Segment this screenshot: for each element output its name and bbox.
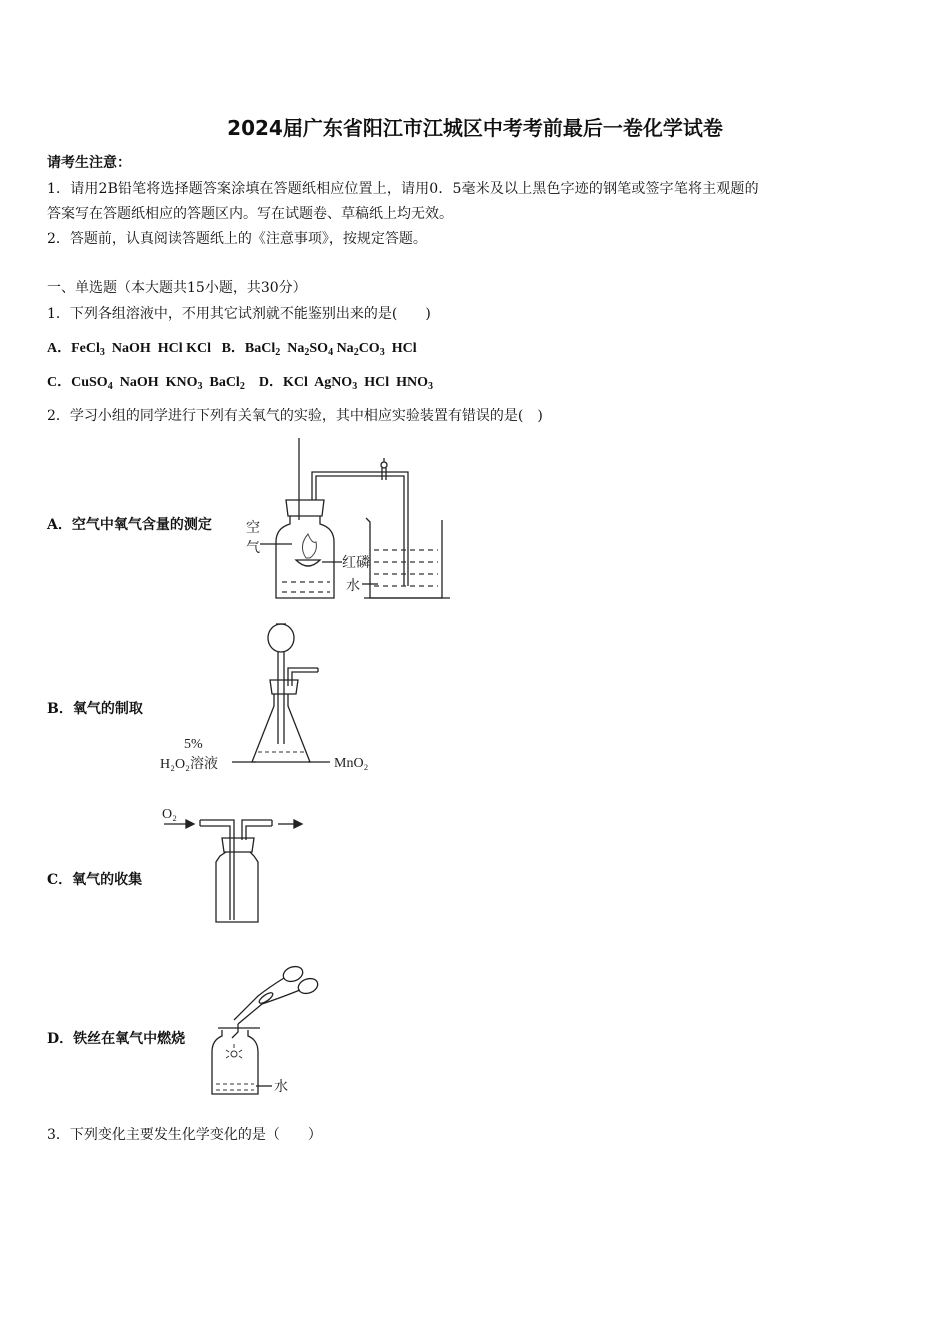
formula: HCl [391,341,417,356]
q1-option-d[interactable] [259,375,433,390]
apparatus-a-diagram [238,438,458,608]
formula: CO [358,341,380,356]
notice-item-1-line-1: 1．请用2B铅笔将选择题答案涂填在答题纸相应位置上，请用0．5毫米及以上黑色字迹的钢笔或签字笔将主观题的 [47,181,759,197]
q1-option-d-label: D． [258,375,283,390]
apparatus-d-diagram [200,958,340,1108]
label-5-percent: 5% [184,737,203,752]
label-water: 水 [274,1079,288,1095]
formula: NaOH [111,341,151,356]
q1-option-b[interactable] [222,341,417,356]
subscript: 2 [304,347,310,358]
q2-stem: 2．学习小组的同学进行下列有关氧气的实验，其中相应实验装置有错误的是( ) [47,408,543,424]
q1-options-row-2 [47,371,433,391]
subscript: 3 [352,381,358,392]
formula: BaCl [209,375,240,390]
formula: Na [336,341,354,356]
label-h2o2: H₂O₂溶液 [160,757,218,772]
subscript: 4 [107,381,113,392]
subscript: 2 [275,347,281,358]
notice-item-2: 2．答题前，认真阅读答题纸上的《注意事项》，按规定答题。 [47,231,427,247]
formula: HNO [396,375,428,390]
formula: SO [309,341,329,356]
formula: BaCl [244,341,276,356]
subscript: 4 [328,347,334,358]
formula: AgNO [314,375,353,390]
label-mno2: MnO₂ [334,756,369,771]
formula: KCl [186,341,212,356]
notice-item-1-line-2: 答案写在答题纸相应的答题区内。写在试题卷、草稿纸上均无效。 [47,206,453,222]
page-title: 2024届广东省阳江市江城区中考考前最后一卷化学试卷 [227,116,723,140]
subscript: 3 [427,381,433,392]
section-heading: 一、单选题（本大题共15小题，共30分） [47,280,307,296]
q2-option-a[interactable]: A．空气中氧气含量的测定 [47,517,212,533]
apparatus-b-diagram [160,620,390,780]
formula: Na [287,341,305,356]
q3-stem: 3．下列变化主要发生化学变化的是（ ） [47,1127,322,1143]
q1-stem: 1．下列各组溶液中，不用其它试剂就不能鉴别出来的是( ) [47,306,431,322]
q1-options-row-1 [47,337,417,357]
label-red-phosphorus: 红磷 [342,555,370,571]
label-water: 水 [346,578,360,594]
label-air-2: 气 [246,540,260,556]
q1-option-c[interactable] [47,375,245,390]
label-o2: O₂ [162,807,177,822]
formula: CuSO [71,375,108,390]
formula: KNO [165,375,198,390]
formula: KCl [282,375,308,390]
q1-option-a-label: A． [47,341,72,356]
formula: NaOH [119,375,159,390]
apparatus-c-diagram [160,800,310,930]
subscript: 3 [379,347,385,358]
formula: HCl [364,375,390,390]
subscript: 3 [197,381,203,392]
q2-option-c[interactable]: C．氧气的收集 [47,872,143,888]
formula: HCl [157,341,183,356]
q1-option-a[interactable] [47,341,211,356]
q1-option-c-label: C． [47,375,72,390]
subscript: 3 [99,347,105,358]
notice-heading: 请考生注意： [47,155,131,171]
q1-option-b-label: B． [221,341,245,356]
subscript: 2 [239,381,245,392]
subscript: 2 [353,347,359,358]
q2-option-d[interactable]: D．铁丝在氧气中燃烧 [47,1031,186,1047]
label-air-1: 空 [246,520,260,536]
formula: FeCl [71,341,100,356]
q2-option-b[interactable]: B．氧气的制取 [47,701,143,717]
